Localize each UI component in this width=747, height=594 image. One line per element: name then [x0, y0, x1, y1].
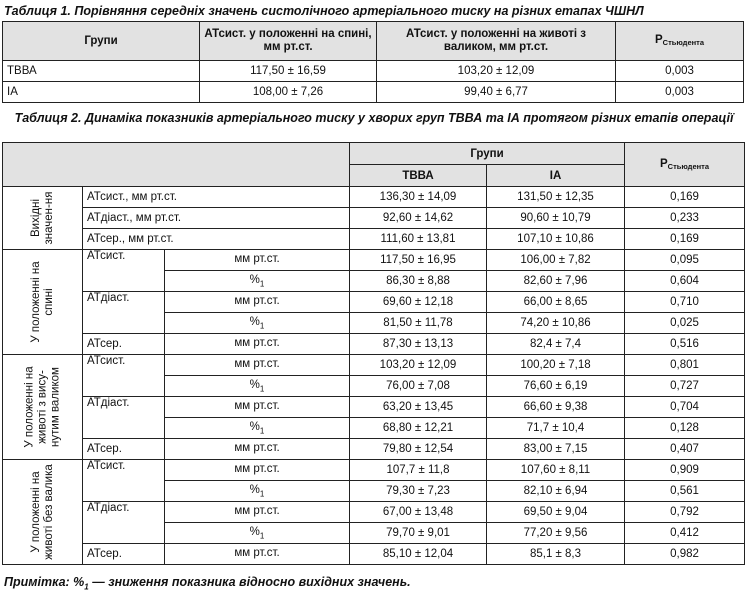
section-initial-label: Вихідні значен-ня: [3, 187, 83, 250]
param-cell: АТсер.: [83, 544, 165, 565]
value-p: 0,704: [625, 397, 745, 418]
t1-group: ІА: [3, 82, 200, 103]
value-ia: 77,20 ± 9,56: [487, 523, 625, 544]
unit-cell: $\%_1$: [165, 313, 350, 334]
value-tvva: 87,30 ± 13,13: [350, 334, 487, 355]
unit-cell: мм рт.ст.: [165, 460, 350, 481]
value-tvva: 76,00 ± 7,08: [350, 376, 487, 397]
unit-cell: мм рт.ст.: [165, 250, 350, 271]
value-tvva: 69,60 ± 12,18: [350, 292, 487, 313]
value-ia: 106,00 ± 7,82: [487, 250, 625, 271]
param-cell: АТдіаст., мм рт.ст.: [83, 208, 350, 229]
value-tvva: 107,7 ± 11,8: [350, 460, 487, 481]
table2-header-tvva: ТВВА: [350, 165, 487, 187]
param-cell: АТсист.: [83, 460, 165, 502]
section-prone-nobolster-label: У положенні на животі без валика: [3, 460, 83, 565]
value-tvva: 111,60 ± 13,81: [350, 229, 487, 250]
value-ia: 85,1 ± 8,3: [487, 544, 625, 565]
value-tvva: 67,00 ± 13,48: [350, 502, 487, 523]
footnote: Примітка: $\%_1$ — зниження показника відносно вихідних значень.: [4, 575, 411, 592]
value-p: 0,412: [625, 523, 745, 544]
value-tvva: 79,70 ± 9,01: [350, 523, 487, 544]
value-p: 0,561: [625, 481, 745, 502]
value-tvva: 81,50 ± 11,78: [350, 313, 487, 334]
value-tvva: 79,80 ± 12,54: [350, 439, 487, 460]
value-ia: 131,50 ± 12,35: [487, 187, 625, 208]
param-cell: АТдіаст.: [83, 292, 165, 334]
unit-cell: $\%_1$: [165, 418, 350, 439]
value-ia: 74,20 ± 10,86: [487, 313, 625, 334]
table-row: [3, 355, 745, 376]
table-row: [3, 544, 745, 565]
t1-p: 0,003: [616, 61, 744, 82]
value-tvva: 79,30 ± 7,23: [350, 481, 487, 502]
value-ia: 69,50 ± 9,04: [487, 502, 625, 523]
value-ia: 66,60 ± 9,38: [487, 397, 625, 418]
unit-cell: $\%_1$: [165, 523, 350, 544]
value-ia: 107,10 ± 10,86: [487, 229, 625, 250]
value-p: 0,982: [625, 544, 745, 565]
value-p: 0,909: [625, 460, 745, 481]
value-p: 0,604: [625, 271, 745, 292]
section-back-label: У положенні на спині: [3, 250, 83, 355]
value-ia: 100,20 ± 7,18: [487, 355, 625, 376]
unit-cell: мм рт.ст.: [165, 544, 350, 565]
value-p: 0,169: [625, 187, 745, 208]
table-row: [3, 292, 745, 313]
unit-cell: мм рт.ст.: [165, 292, 350, 313]
table2: [2, 142, 745, 565]
table1-header-group: Групи: [3, 22, 200, 61]
table2-header-row: [3, 143, 745, 165]
value-ia: 66,00 ± 8,65: [487, 292, 625, 313]
table-row: [3, 208, 745, 229]
value-ia: 82,10 ± 6,94: [487, 481, 625, 502]
value-p: 0,516: [625, 334, 745, 355]
param-cell: АТдіаст.: [83, 397, 165, 439]
value-p: 0,128: [625, 418, 745, 439]
t1-p: 0,003: [616, 82, 744, 103]
value-tvva: 86,30 ± 8,88: [350, 271, 487, 292]
value-p: 0,025: [625, 313, 745, 334]
value-tvva: 103,20 ± 12,09: [350, 355, 487, 376]
section-prone-bolster-label: У положенні на животі з вису-нутим валиком: [3, 355, 83, 460]
param-cell: АТдіаст.: [83, 502, 165, 544]
table-row: [3, 250, 745, 271]
table2-caption: Таблиця 2. Динаміка показників артеріального тиску у хворих груп ТВВА та ІА протягом різних етапів операції: [14, 111, 734, 125]
value-ia: 76,60 ± 6,19: [487, 376, 625, 397]
table-row: [3, 82, 744, 103]
value-p: 0,727: [625, 376, 745, 397]
unit-cell: мм рт.ст.: [165, 439, 350, 460]
value-ia: 90,60 ± 10,79: [487, 208, 625, 229]
value-p: 0,710: [625, 292, 745, 313]
value-p: 0,233: [625, 208, 745, 229]
t1-prone: 99,40 ± 6,77: [377, 82, 616, 103]
param-cell: АТсист., мм рт.ст.: [83, 187, 350, 208]
param-cell: АТсист.: [83, 250, 165, 292]
value-ia: 83,00 ± 7,15: [487, 439, 625, 460]
table2-header-groups: Групи: [350, 143, 625, 165]
table1: [2, 21, 744, 103]
value-ia: 107,60 ± 8,11: [487, 460, 625, 481]
value-ia: 82,60 ± 7,96: [487, 271, 625, 292]
param-cell: АТсер., мм рт.ст.: [83, 229, 350, 250]
unit-cell: $\%_1$: [165, 271, 350, 292]
value-tvva: 63,20 ± 13,45: [350, 397, 487, 418]
value-tvva: 117,50 ± 16,95: [350, 250, 487, 271]
table1-header-row: [3, 22, 744, 61]
table1-header-back: АТсист. у положенні на спині, мм рт.ст.: [200, 22, 377, 61]
table1-header-p: РСтьюдента: [616, 22, 744, 61]
unit-cell: мм рт.ст.: [165, 397, 350, 418]
value-tvva: 92,60 ± 14,62: [350, 208, 487, 229]
table-row: [3, 61, 744, 82]
unit-cell: мм рт.ст.: [165, 502, 350, 523]
value-p: 0,095: [625, 250, 745, 271]
param-cell: АТсер.: [83, 439, 165, 460]
unit-cell: мм рт.ст.: [165, 334, 350, 355]
t1-back: 108,00 ± 7,26: [200, 82, 377, 103]
t1-group: ТВВА: [3, 61, 200, 82]
table2-header-ia: ІА: [487, 165, 625, 187]
table2-header-p: РСтьюдента: [625, 143, 745, 187]
t1-back: 117,50 ± 16,59: [200, 61, 377, 82]
table1-header-prone: АТсист. у положенні на животі з валиком, мм рт.ст.: [377, 22, 616, 61]
table-row: [3, 187, 745, 208]
param-cell: АТсист.: [83, 355, 165, 397]
value-p: 0,792: [625, 502, 745, 523]
value-p: 0,169: [625, 229, 745, 250]
table-row: [3, 502, 745, 523]
unit-cell: $\%_1$: [165, 376, 350, 397]
table-row: [3, 334, 745, 355]
value-tvva: 68,80 ± 12,21: [350, 418, 487, 439]
table-row: [3, 460, 745, 481]
table-row: [3, 397, 745, 418]
table-row: [3, 439, 745, 460]
value-p: 0,801: [625, 355, 745, 376]
value-tvva: 85,10 ± 12,04: [350, 544, 487, 565]
value-p: 0,407: [625, 439, 745, 460]
unit-cell: мм рт.ст.: [165, 355, 350, 376]
table2-header-blank: [3, 143, 350, 187]
param-cell: АТсер.: [83, 334, 165, 355]
value-ia: 82,4 ± 7,4: [487, 334, 625, 355]
unit-cell: $\%_1$: [165, 481, 350, 502]
table1-caption: Таблиця 1. Порівняння середніх значень систолічного артеріального тиску на різних етапах ЧШНЛ: [4, 4, 644, 18]
value-ia: 71,7 ± 10,4: [487, 418, 625, 439]
table-row: [3, 229, 745, 250]
t1-prone: 103,20 ± 12,09: [377, 61, 616, 82]
value-tvva: 136,30 ± 14,09: [350, 187, 487, 208]
